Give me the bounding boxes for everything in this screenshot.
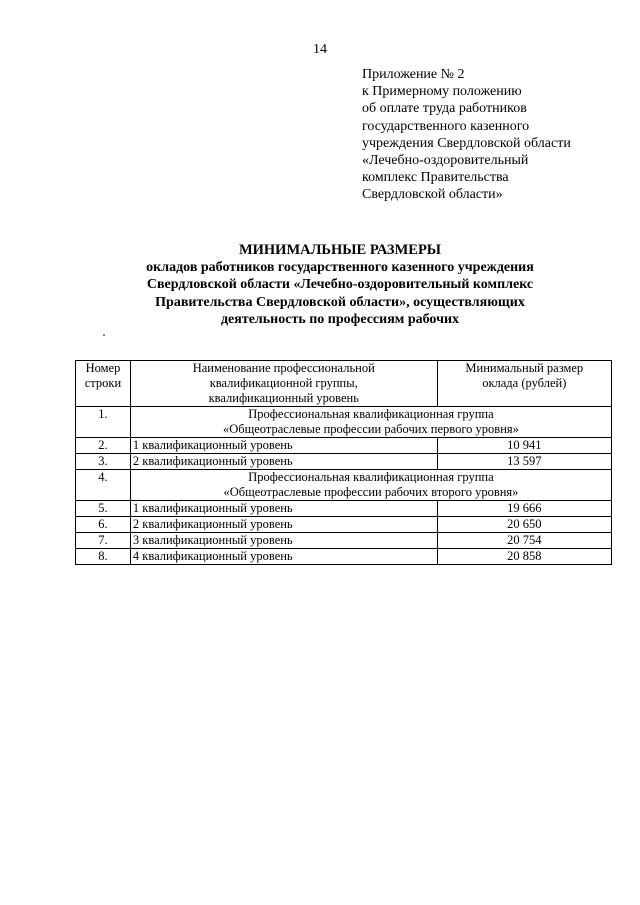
- row-number: 4.: [76, 470, 131, 501]
- header-text: Минимальный размер: [465, 361, 584, 375]
- header-text: квалификационной группы,: [209, 376, 358, 390]
- header-text: Наименование профессиональной: [192, 361, 375, 375]
- group-title-line: Профессиональная квалификационная группа: [248, 470, 494, 484]
- qualification-level: 1 квалификационный уровень: [130, 438, 437, 454]
- salary-value: 20 650: [437, 517, 611, 533]
- appendix-line: об оплате труда работников: [362, 101, 527, 117]
- table-header-row: [76, 361, 612, 407]
- group-title-line: «Общеотраслевые профессии рабочих первого уровня»: [223, 422, 519, 436]
- appendix-line: к Примерному положению: [362, 84, 522, 100]
- table-row-group: [76, 470, 612, 501]
- group-title: [130, 470, 611, 501]
- qualification-level: 2 квалификационный уровень: [130, 454, 437, 470]
- row-number: 7.: [76, 533, 131, 549]
- row-number: 2.: [76, 438, 131, 454]
- appendix-line: Приложение № 2: [362, 67, 465, 82]
- appendix-line: комплекс Правительства: [362, 170, 509, 186]
- qualification-level: 2 квалификационный уровень: [130, 517, 437, 533]
- header-text: Номер: [85, 361, 121, 375]
- row-number: 5.: [76, 501, 131, 517]
- table-row: [76, 454, 612, 470]
- scan-dot: [103, 334, 105, 336]
- appendix-line: государственного казенного: [362, 118, 530, 134]
- table-row: [76, 438, 612, 454]
- qualification-level: 3 квалификационный уровень: [130, 533, 437, 549]
- qualification-level: 4 квалификационный уровень: [130, 549, 437, 565]
- row-number: 3.: [76, 454, 131, 470]
- group-title: [130, 407, 611, 438]
- row-number: 6.: [76, 517, 131, 533]
- title-line: Свердловской области «Лечебно-оздоровительный комплекс: [146, 277, 534, 293]
- salary-value: 13 597: [437, 454, 611, 470]
- salary-value: 10 941: [437, 438, 611, 454]
- salary-value: 20 858: [437, 549, 611, 565]
- group-title-line: «Общеотраслевые профессии рабочих второго уровня»: [223, 485, 519, 499]
- qualification-level: 1 квалификационный уровень: [130, 501, 437, 517]
- header-text: оклада (рублей): [482, 376, 567, 390]
- table-row: [76, 549, 612, 565]
- title-main: МИНИМАЛЬНЫЕ РАЗМЕРЫ: [238, 242, 442, 258]
- header-text: квалификационный уровень: [208, 391, 359, 405]
- table-row-group: [76, 407, 612, 438]
- header-min-salary: [437, 361, 611, 407]
- table-row: [76, 501, 612, 517]
- header-group-name: [130, 361, 437, 407]
- salary-value: 20 754: [437, 533, 611, 549]
- salary-table: [75, 360, 612, 565]
- table-row: [76, 533, 612, 549]
- appendix-note: [362, 66, 632, 204]
- table-row: [76, 517, 612, 533]
- row-number: 1.: [76, 407, 131, 438]
- title-line: деятельность по профессиям рабочих: [220, 311, 460, 327]
- title-line: Правительства Свердловской области», осуществляющих: [155, 294, 525, 310]
- salary-value: 19 666: [437, 501, 611, 517]
- document-title: [60, 242, 620, 328]
- title-line: окладов работников государственного казенного учреждения: [146, 260, 534, 276]
- page-number: 14: [313, 42, 327, 57]
- header-text: строки: [84, 376, 122, 390]
- appendix-line: «Лечебно-оздоровительный: [362, 153, 529, 169]
- header-row-number: [76, 361, 131, 407]
- appendix-line: учреждения Свердловской области: [362, 135, 571, 151]
- row-number: 8.: [76, 549, 131, 565]
- appendix-line: Свердловской области»: [362, 187, 503, 203]
- group-title-line: Профессиональная квалификационная группа: [248, 407, 494, 421]
